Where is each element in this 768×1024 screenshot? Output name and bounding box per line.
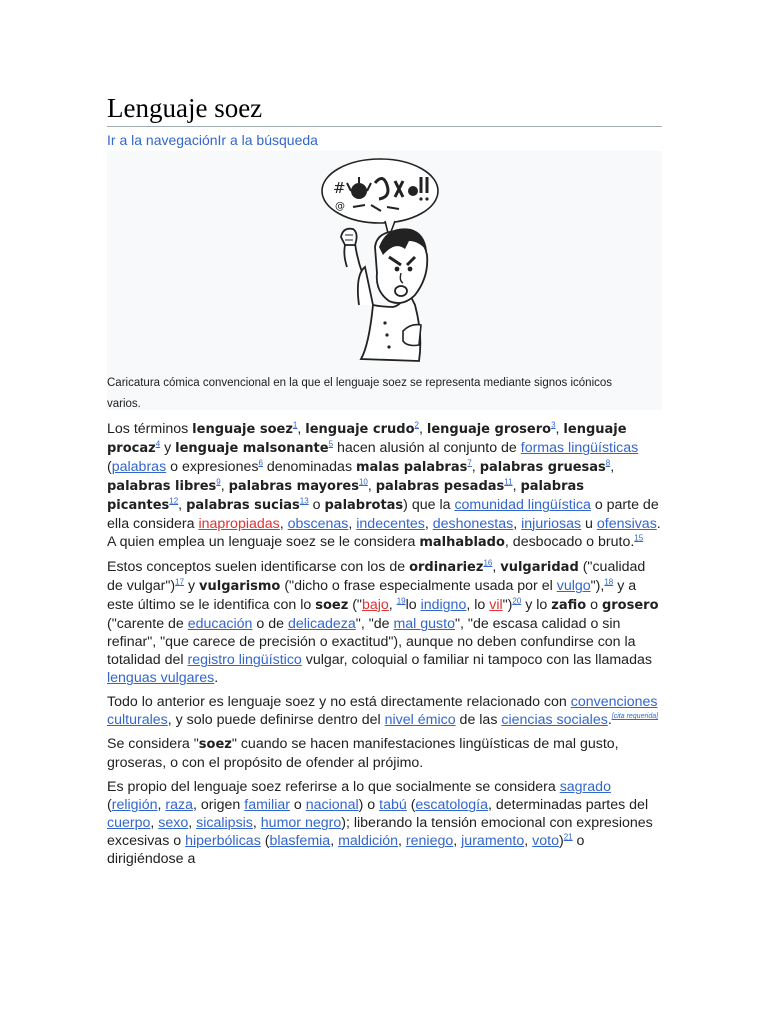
figure-caption: Caricatura cómica convencional en la que el lenguaje soez se representa mediante signos icónicos varios. [107, 377, 613, 410]
link-maldicion[interactable]: maldición [338, 833, 399, 849]
link-formas-linguisticas[interactable]: formas lingüísticas [520, 440, 639, 456]
link-cuerpo[interactable]: cuerpo [107, 815, 151, 831]
link-educacion[interactable]: educación [187, 616, 253, 632]
link-juramento[interactable]: juramento [461, 833, 525, 849]
link-ciencias-sociales[interactable]: ciencias sociales [501, 712, 608, 728]
paragraph-5: Es propio del lenguaje soez referirse a lo que socialmente se considera sagrado (religión, raza, origen familiar o nacional) o tabú (escatología, determinadas partes del cuerpo, sexo, sicalipsis, humor negro); liberando la tensión emocional con expresiones excesivas o hiperbólicas (blasfemia, maldición, reniego, juramento, voto)$^{21}$ o dirigiéndose a [107, 779, 653, 867]
link-reniego[interactable]: reniego [405, 833, 454, 849]
ref-link[interactable]: 17 [175, 577, 185, 587]
svg-text:#: # [333, 179, 346, 197]
paragraph-3: Todo lo anterior es lenguaje soez y no está directamente relacionado con convenciones culturales, y solo puede definirse dentro del nivel émico de las ciencias sociales.[cita requerida] [107, 694, 659, 728]
link-injuriosas[interactable]: injuriosas [521, 516, 582, 532]
ref-link[interactable]: 2 [414, 420, 419, 430]
redlink-inapropiadas[interactable]: inapropiadas [198, 516, 280, 532]
link-voto[interactable]: voto [532, 833, 559, 849]
page-title: Lenguaje soez [107, 92, 662, 127]
link-blasfemia[interactable]: blasfemia [269, 833, 331, 849]
ref-link[interactable]: 4 [155, 439, 161, 449]
link-hiperbolicas[interactable]: hiperbólicas [185, 833, 261, 849]
link-convenciones-culturales[interactable]: convenciones culturales [107, 694, 658, 728]
ref-link[interactable]: 20 [512, 596, 522, 606]
ref-link[interactable]: 8 [605, 458, 611, 468]
paragraph-4: Se considera "soez" cuando se hacen manifestaciones lingüísticas de mal gusto, groseras, o con el propósito de ofender al prójimo. [107, 736, 619, 771]
ref-link[interactable]: 7 [467, 458, 472, 468]
link-indigno[interactable]: indigno [420, 597, 467, 613]
link-delicadeza[interactable]: delicadeza [287, 616, 356, 632]
ref-link[interactable]: 3 [551, 420, 556, 430]
ref-link[interactable]: 9 [216, 477, 221, 487]
link-nivel-emico[interactable]: nivel émico [384, 712, 456, 728]
citation-needed-link[interactable]: [cita requerida] [611, 713, 659, 721]
article [107, 92, 662, 868]
paragraph-2: Estos conceptos suelen identificarse con los de ordinariez$^{16}$, vulgaridad ("cualidad de vulgar")$^{17}$ y vulgarismo ("dicho o frase especialmente usada por el vulgo"),$^{18}$ y a este último se le identifica con lo soez ("bajo, $^{19}$lo indigno, lo vil")$^{20}$ y lo zafio o grosero ("carente de educación o de delicadeza", "de mal gusto", "de escasa calidad o sin refinar", "que carece de precisión o exactitud"), aunque no deben confundirse con la totalidad del registro lingüístico vulgar, coloquial o familiar ni tampoco con las llamadas lenguas vulgares. [107, 558, 659, 686]
ref-link[interactable]: 18 [604, 577, 614, 587]
article-body [107, 420, 662, 868]
ref-link[interactable]: 11 [504, 477, 513, 487]
link-familiar[interactable]: familiar [244, 797, 290, 813]
link-humor-negro[interactable]: humor negro [260, 815, 342, 831]
ref-link[interactable]: 10 [358, 477, 368, 487]
link-ofensivas[interactable]: ofensivas [596, 516, 657, 532]
jump-to-navigation-link[interactable]: Ir a la navegación [107, 132, 218, 148]
ref-link[interactable]: 12 [169, 496, 179, 506]
redlink-bajo[interactable]: bajo [361, 597, 389, 613]
link-tabu[interactable]: tabú [379, 797, 407, 813]
link-raza[interactable]: raza [165, 797, 193, 813]
link-registro-linguistico[interactable]: registro lingüístico [187, 652, 302, 668]
link-escatologia[interactable]: escatología [415, 797, 488, 813]
figure [107, 151, 662, 410]
paragraph-1: Los términos lenguaje soez$^1$, lenguaje crudo$^2$, lenguaje grosero$^3$, lenguaje procaz$^4$ y lenguaje malsonante$^5$ hacen alusión al conjunto de formas lingüísticas (palabras o expresiones$^6$ denominadas malas palabras$^7$, palabras gruesas$^8$, palabras libres$^9$, palabras mayores$^{10}$, palabras pesadas$^{11}$, palabras picantes$^{12}$, palabras sucias$^{13}$ o palabrotas) que la comunidad lingüística o parte de ella considera inapropiadas, obscenas, indecentes, deshonestas, injuriosas u ofensivas. A quien emplea un lenguaje soez se le considera malhablado, desbocado o bruto.$^{15}$ [107, 420, 661, 550]
link-sagrado[interactable]: sagrado [559, 779, 611, 795]
ref-link[interactable]: 1 [292, 420, 298, 430]
ref-link[interactable]: 21 [563, 832, 573, 842]
link-lenguas-vulgares[interactable]: lenguas vulgares [107, 670, 215, 686]
link-comunidad-linguistica[interactable]: comunidad lingüística [454, 497, 591, 513]
jump-links [107, 131, 662, 149]
link-indecentes[interactable]: indecentes [356, 516, 425, 532]
link-religion[interactable]: religión [111, 797, 158, 813]
ref-link[interactable]: 19 [396, 596, 406, 606]
ref-link[interactable]: 13 [299, 496, 309, 506]
link-deshonestas[interactable]: deshonestas [432, 516, 514, 532]
link-palabras[interactable]: palabras [111, 459, 167, 475]
jump-to-search-link[interactable]: Ir a la búsqueda [217, 132, 318, 148]
link-obscenas[interactable]: obscenas [287, 516, 349, 532]
ref-link[interactable]: 15 [634, 533, 644, 543]
ref-link[interactable]: 5 [328, 439, 334, 449]
link-mal-gusto[interactable]: mal gusto [393, 616, 455, 632]
link-sexo[interactable]: sexo [158, 815, 189, 831]
link-nacional[interactable]: nacional [305, 797, 359, 813]
cartoon-illustration[interactable] [307, 155, 457, 373]
redlink-vil[interactable]: vil [489, 597, 503, 613]
link-vulgo[interactable]: vulgo [556, 578, 591, 594]
ref-link[interactable]: 16 [483, 558, 493, 568]
ref-link[interactable]: 6 [258, 458, 263, 468]
link-sicalipsis[interactable]: sicalipsis [196, 815, 253, 831]
svg-text:@: @ [335, 201, 345, 212]
